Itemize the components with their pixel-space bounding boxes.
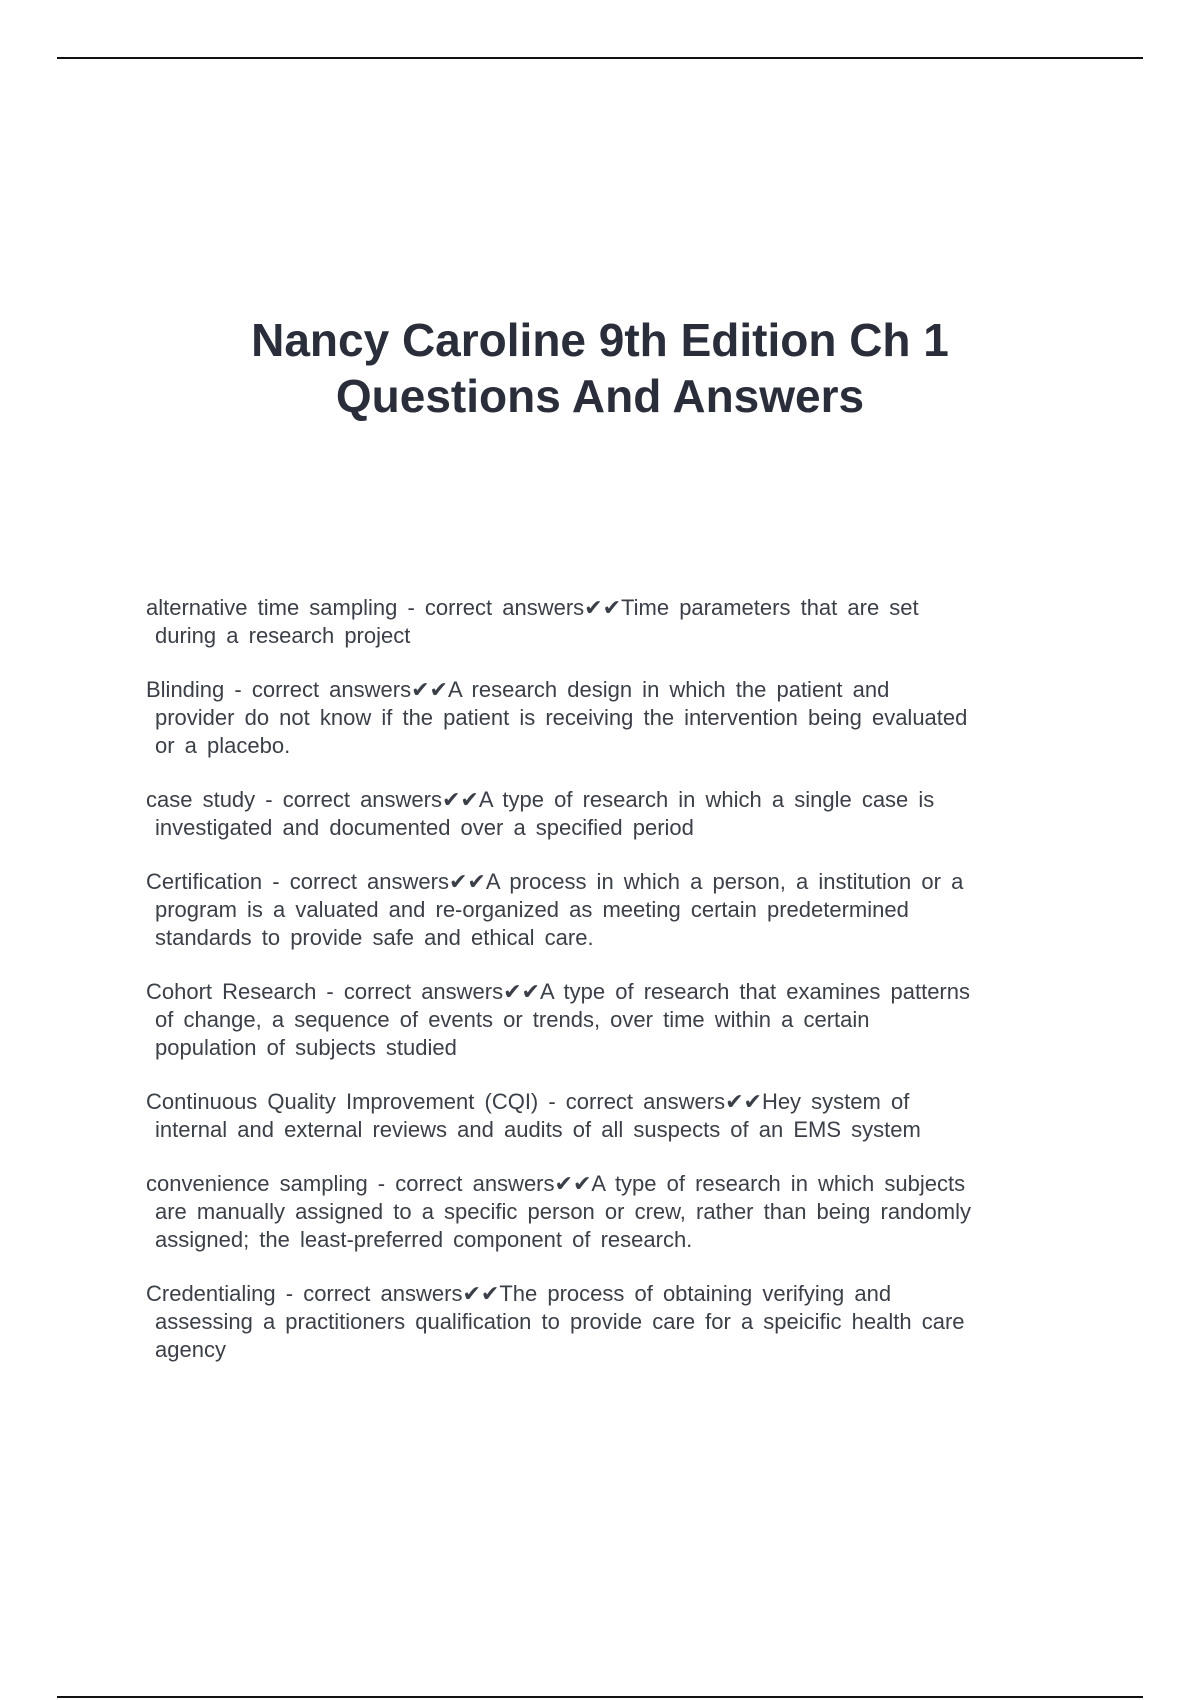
- entry-line: assigned; the least-preferred component of research.: [155, 1227, 693, 1252]
- entry-line: Credentialing - correct answers✔✔The process of obtaining verifying and: [146, 1281, 892, 1306]
- entry-line: investigated and documented over a specified period: [155, 815, 694, 840]
- entry-line: agency: [155, 1337, 226, 1362]
- qa-entry-alternative-time-sampling: [146, 594, 1086, 650]
- entry-line: during a research project: [155, 623, 411, 648]
- qa-entries: [146, 594, 1086, 1390]
- page-title: [150, 312, 1050, 424]
- page-title-line-1: Nancy Caroline 9th Edition Ch 1: [251, 314, 949, 366]
- qa-entry-blinding: [146, 676, 1086, 760]
- entry-line: Cohort Research - correct answers✔✔A type of research that examines patterns: [146, 979, 970, 1004]
- entry-line: alternative time sampling - correct answers✔✔Time parameters that are set: [146, 595, 919, 620]
- entry-line: Blinding - correct answers✔✔A research design in which the patient and: [146, 677, 890, 702]
- entry-line: Certification - correct answers✔✔A process in which a person, a institution or a: [146, 869, 964, 894]
- top-rule: [57, 57, 1143, 59]
- entry-line: assessing a practitioners qualification to provide care for a speicific health care: [155, 1309, 965, 1334]
- entry-line: program is a valuated and re-organized as meeting certain predetermined: [155, 897, 909, 922]
- qa-entry-convenience-sampling: [146, 1170, 1086, 1254]
- qa-entry-credentialing: [146, 1280, 1086, 1364]
- entry-line: of change, a sequence of events or trends, over time within a certain: [155, 1007, 870, 1032]
- qa-entry-certification: [146, 868, 1086, 952]
- entry-line: provider do not know if the patient is receiving the intervention being evaluated: [155, 705, 968, 730]
- entry-line: case study - correct answers✔✔A type of research in which a single case is: [146, 787, 935, 812]
- entry-line: are manually assigned to a specific person or crew, rather than being randomly: [155, 1199, 971, 1224]
- qa-entry-cqi: [146, 1088, 1086, 1144]
- entry-line: standards to provide safe and ethical care.: [155, 925, 594, 950]
- entry-line: Continuous Quality Improvement (CQI) - correct answers✔✔Hey system of: [146, 1089, 910, 1114]
- page-title-line-2: Questions And Answers: [335, 370, 865, 422]
- bottom-rule: [57, 1696, 1143, 1698]
- entry-line: internal and external reviews and audits of all suspects of an EMS system: [155, 1117, 921, 1142]
- qa-entry-case-study: [146, 786, 1086, 842]
- entry-line: or a placebo.: [155, 733, 291, 758]
- entry-line: population of subjects studied: [155, 1035, 457, 1060]
- qa-entry-cohort-research: [146, 978, 1086, 1062]
- entry-line: convenience sampling - correct answers✔✔A type of research in which subjects: [146, 1171, 966, 1196]
